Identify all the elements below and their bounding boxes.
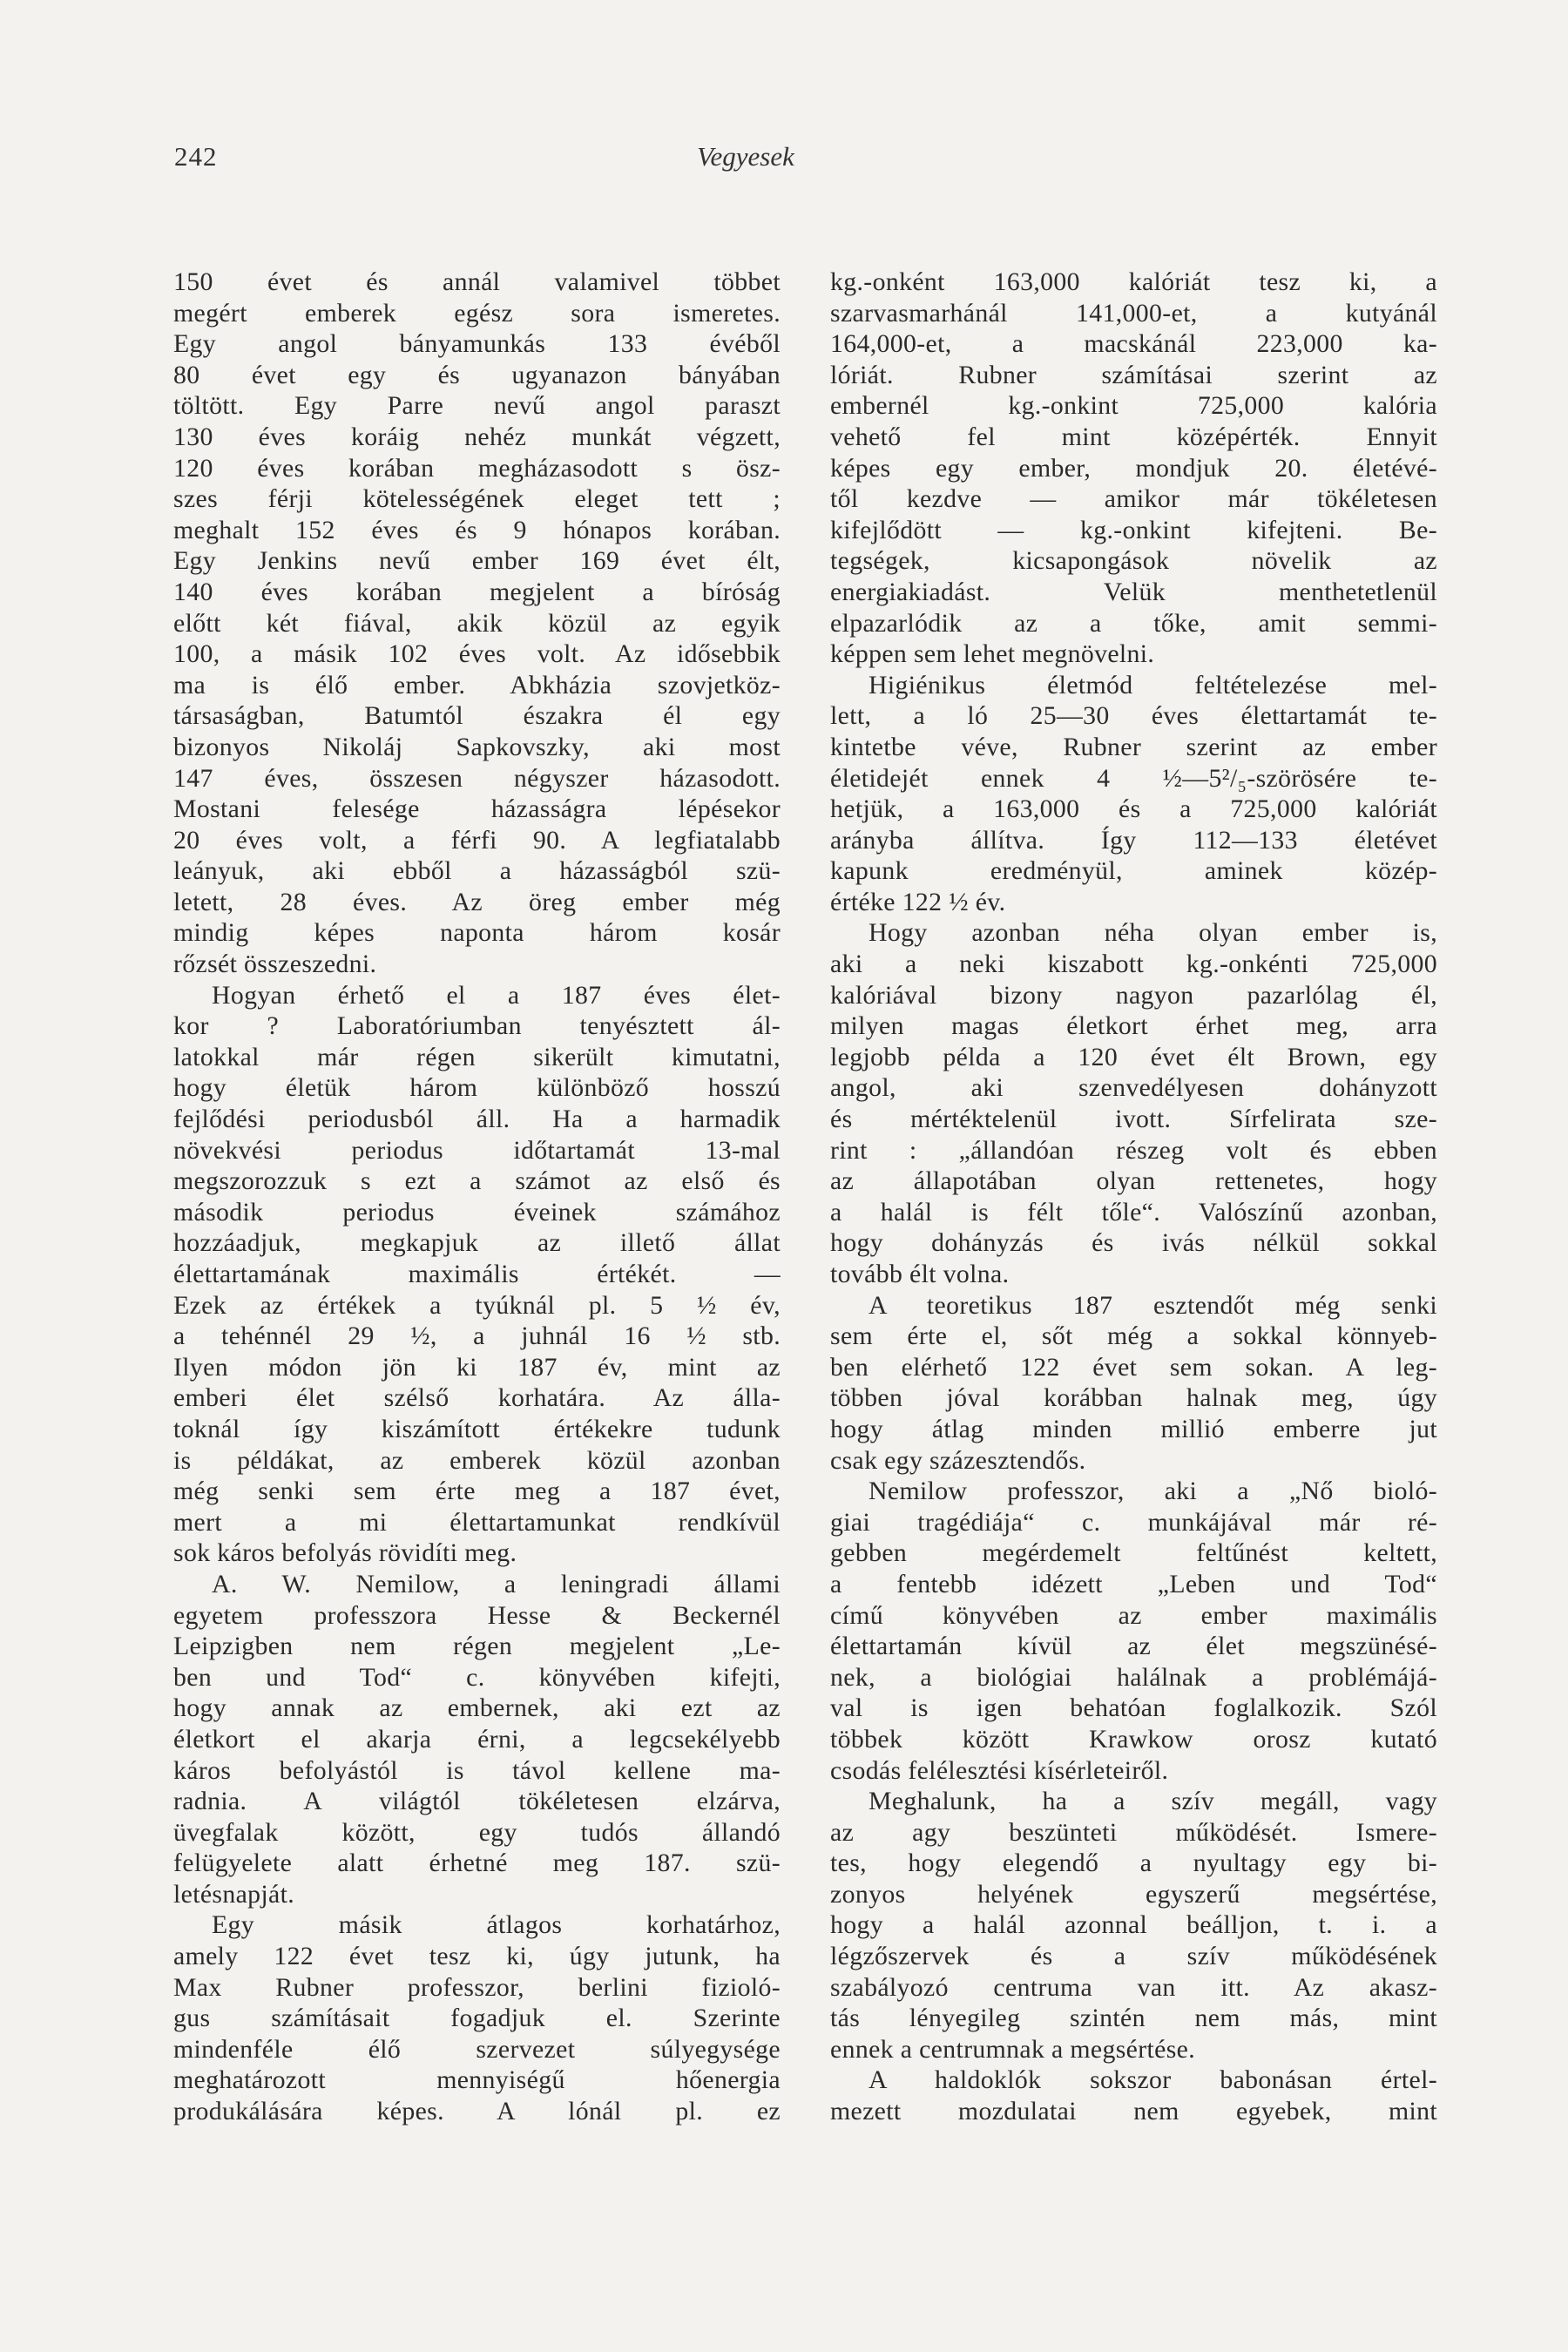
text-line: Ezek az értékek a tyúknál pl. 5 ½ év, [173,1290,781,1320]
text-line: Egy angol bányamunkás 133 évéből [173,329,781,359]
text-line: megért emberek egész sora ismeretes. [173,298,781,328]
text-line: rőzsét összeszedni. [173,950,377,979]
text-line: zonyos helyének egyszerű megsértése, [830,1879,1437,1909]
text-line: hogy annak az embernek, aki ezt az [173,1693,781,1723]
text-line: 130 éves koráig nehéz munkát végzett, [173,422,781,451]
text-line: legjobb példa a 120 évet élt Brown, egy [830,1042,1437,1071]
text-line: 120 éves korában megházasodott s ösz- [173,453,781,483]
text-line: üvegfalak között, egy tudós állandó [173,1817,781,1847]
text-line: egyetem professzora Hesse & Beckernél [173,1600,781,1630]
text-line: kapunk eredményül, aminek közép- [830,856,1437,886]
text-line: az állapotában olyan rettenetes, hogy [830,1166,1437,1196]
text-line: gebben megérdemelt feltűnést keltett, [830,1538,1437,1568]
text-line: Nemilow professzor, aki a „Nő bioló- [868,1477,1437,1506]
left-text-column [173,267,781,2253]
text-line: légzőszervek és a szív működésének [830,1942,1437,1971]
text-line: társaságban, Batumtól északra él egy [173,701,781,731]
text-line: embernél kg.-onkint 725,000 kalória [830,391,1437,421]
text-line: toknál így kiszámított értékekre tudunk [173,1414,781,1443]
text-line: leányuk, aki ebből a házasságból szü- [173,856,781,886]
text-line: előtt két fiával, akik közül az egyik [173,608,781,638]
text-line: letett, 28 éves. Az öreg ember még [173,887,781,916]
text-line: élettartamán kívül az élet megszünésé- [830,1632,1437,1661]
text-line: hozzáadjuk, megkapjuk az illető állat [173,1228,781,1258]
text-line: Ilyen módon jön ki 187 év, mint az [173,1352,781,1382]
text-line: tovább élt volna. [830,1260,1010,1288]
running-title: Vegyesek [697,141,794,172]
text-line: szes férji kötelességének eleget tett ; [173,484,781,514]
text-line: még senki sem érte meg a 187 évet, [173,1477,781,1506]
text-line: Higiénikus életmód feltételezése mel- [868,670,1437,700]
text-line: meghalt 152 éves és 9 hónapos korában. [173,515,781,544]
text-line: Leipzigben nem régen megjelent „Le- [173,1632,781,1661]
text-line: A. W. Nemilow, a leningradi állami [212,1569,781,1598]
text-line: A haldoklók sokszor babonásan értel- [868,2065,1437,2095]
text-line: aki a neki kiszabott kg.-onkénti 725,000 [830,950,1437,979]
text-line: is példákat, az emberek közül azonban [173,1445,781,1475]
text-line: mezett mozdulatai nem egyebek, mint [830,2097,1437,2126]
text-line: ma is élő ember. Abkházia szovjetköz- [173,670,781,700]
text-line: meghatározott mennyiségű hőenergia [173,2065,781,2095]
text-line: élettartamának maximális értékét. — [173,1260,781,1288]
text-line: életkort el akarja érni, a legcsekélyebb [173,1724,781,1754]
text-line: emberi élet szélső korhatára. Az álla- [173,1383,781,1413]
text-line: növekvési periodus időtartamát 13-mal [173,1135,781,1165]
text-line: nek, a biológiai halálnak a problémájá- [830,1662,1437,1692]
text-line: Egy másik átlagos korhatárhoz, [212,1910,781,1940]
text-line: és mértéktelenül ivott. Sírfelirata sze- [830,1105,1437,1134]
text-line: második periodus éveinek számához [173,1197,781,1227]
text-line: mindenféle élő szervezet súlyegysége [173,2034,781,2064]
text-line: képpen sem lehet megnövelni. [830,639,1155,669]
text-line: ennek a centrumnak a megsértése. [830,2034,1196,2064]
text-line: angol, aki szenvedélyesen dohányzott [830,1073,1437,1103]
text-line: többek között Krawkow orosz kutató [830,1724,1437,1754]
text-line: hogy dohányzás és ivás nélkül sokkal [830,1228,1437,1258]
text-line: többen jóval korábban halnak meg, úgy [830,1383,1437,1413]
text-line: hogy életük három különböző hosszú [173,1073,781,1103]
text-line: hogy átlag minden millió emberre jut [830,1414,1437,1443]
text-line: töltött. Egy Parre nevű angol paraszt [173,391,781,421]
text-line: Egy Jenkins nevű ember 169 évet élt, [173,546,781,576]
text-line: energiakiadást. Velük menthetetlenül [830,577,1437,606]
text-line: kintetbe véve, Rubner szerint az ember [830,732,1437,761]
text-line: Hogy azonban néha olyan ember is, [868,918,1437,948]
text-line: szabályozó centruma van itt. Az akasz- [830,1972,1437,2002]
text-line: a fentebb idézett „Leben und Tod“ [830,1569,1437,1598]
page-number: 242 [174,141,218,172]
text-line: sem érte el, sőt még a sokkal könnyeb- [830,1321,1437,1351]
text-line: 20 éves volt, a férfi 90. A legfiatalabb [173,825,781,855]
text-line: képes egy ember, mondjuk 20. életévé- [830,453,1437,483]
text-line: életidejét ennek 4 ½—5²/₅-szörösére te- [830,763,1437,793]
text-line: ben elérhető 122 évet sem sokan. A leg- [830,1352,1437,1382]
text-line: káros befolyástól is távol kellene ma- [173,1755,781,1785]
text-line: lett, a ló 25—30 éves élettartamát te- [830,701,1437,731]
text-line: latokkal már régen sikerült kimutatni, [173,1042,781,1071]
text-line: A teoretikus 187 esztendőt még senki [868,1290,1437,1320]
text-line: gus számításait fogadjuk el. Szerinte [173,2004,781,2033]
text-line: Hogyan érhető el a 187 éves élet- [212,980,781,1010]
text-line: 150 évet és annál valamivel többet [173,267,781,296]
text-line: rint : „állandóan részeg volt és ebben [830,1135,1437,1165]
text-line: 140 éves korában megjelent a bíróság [173,577,781,606]
text-line: produkálására képes. A lónál pl. ez [173,2097,781,2126]
text-line: című könyvében az ember maximális [830,1600,1437,1630]
text-line: vehető fel mint középérték. Ennyit [830,422,1437,451]
text-line: kalóriával bizony nagyon pazarlólag él, [830,980,1437,1010]
text-line: sok káros befolyás rövidíti meg. [173,1538,517,1568]
text-line: kg.-onként 163,000 kalóriát tesz ki, a [830,267,1437,296]
text-line: hetjük, a 163,000 és a 725,000 kalóriát [830,794,1437,824]
text-line: felügyelete alatt érhetné meg 187. szü- [173,1848,781,1878]
text-line: 147 éves, összesen négyszer házasodott. [173,763,781,793]
text-line: Meghalunk, ha a szív megáll, vagy [868,1787,1437,1816]
text-line: Mostani felesége házasságra lépésekor [173,794,781,824]
text-line: tes, hogy elegendő a nyultagy egy bi- [830,1848,1437,1878]
text-line: a halál is félt tőle“. Valószínű azonban, [830,1197,1437,1227]
text-line: elpazarlódik az a tőke, amit semmi- [830,608,1437,638]
text-line: az agy beszünteti működését. Ismere- [830,1817,1437,1847]
text-line: letésnapját. [173,1879,295,1909]
text-line: 80 évet egy és ugyanazon bányában [173,360,781,389]
text-line: 164,000-et, a macskánál 223,000 ka- [830,329,1437,359]
text-line: 100, a másik 102 éves volt. Az idősebbik [173,639,781,669]
text-line: értéke 122 ½ év. [830,887,1006,916]
text-line: kor ? Laboratóriumban tenyésztett ál- [173,1011,781,1041]
text-line: kifejlődött — kg.-onkint kifejteni. Be- [830,515,1437,544]
text-line: radnia. A világtól tökéletesen elzárva, [173,1787,781,1816]
text-line: milyen magas életkort érhet meg, arra [830,1011,1437,1041]
text-line: szarvasmarhánál 141,000-et, a kutyánál [830,298,1437,328]
text-line: csodás felélesztési kísérleteiről. [830,1755,1169,1785]
text-line: Max Rubner professzor, berlini fizioló- [173,1972,781,2002]
text-line: a tehénnél 29 ½, a juhnál 16 ½ stb. [173,1321,781,1351]
text-line: hogy a halál azonnal beálljon, t. i. a [830,1910,1437,1940]
text-line: mindig képes naponta három kosár [173,918,781,948]
text-line: fejlődési periodusból áll. Ha a harmadik [173,1105,781,1134]
text-line: mert a mi élettartamunkat rendkívül [173,1507,781,1537]
text-line: lóriát. Rubner számításai szerint az [830,360,1437,389]
text-line: ben und Tod“ c. könyvében kifejti, [173,1662,781,1692]
text-line: csak egy százesztendős. [830,1445,1086,1475]
text-line: arányba állítva. Így 112—133 életévet [830,825,1437,855]
text-line: tegségek, kicsapongások növelik az [830,546,1437,576]
text-line: tás lényegileg szintén nem más, mint [830,2004,1437,2033]
right-text-column [830,267,1437,2253]
text-line: val is igen behatóan foglalkozik. Szól [830,1693,1437,1723]
text-line: amely 122 évet tesz ki, úgy jutunk, ha [173,1942,781,1971]
text-line: megszorozzuk s ezt a számot az első és [173,1166,781,1196]
text-line: bizonyos Nikoláj Sapkovszky, aki most [173,732,781,761]
text-line: től kezdve — amikor már tökéletesen [830,484,1437,514]
text-line: giai tragédiája“ c. munkájával már ré- [830,1507,1437,1537]
